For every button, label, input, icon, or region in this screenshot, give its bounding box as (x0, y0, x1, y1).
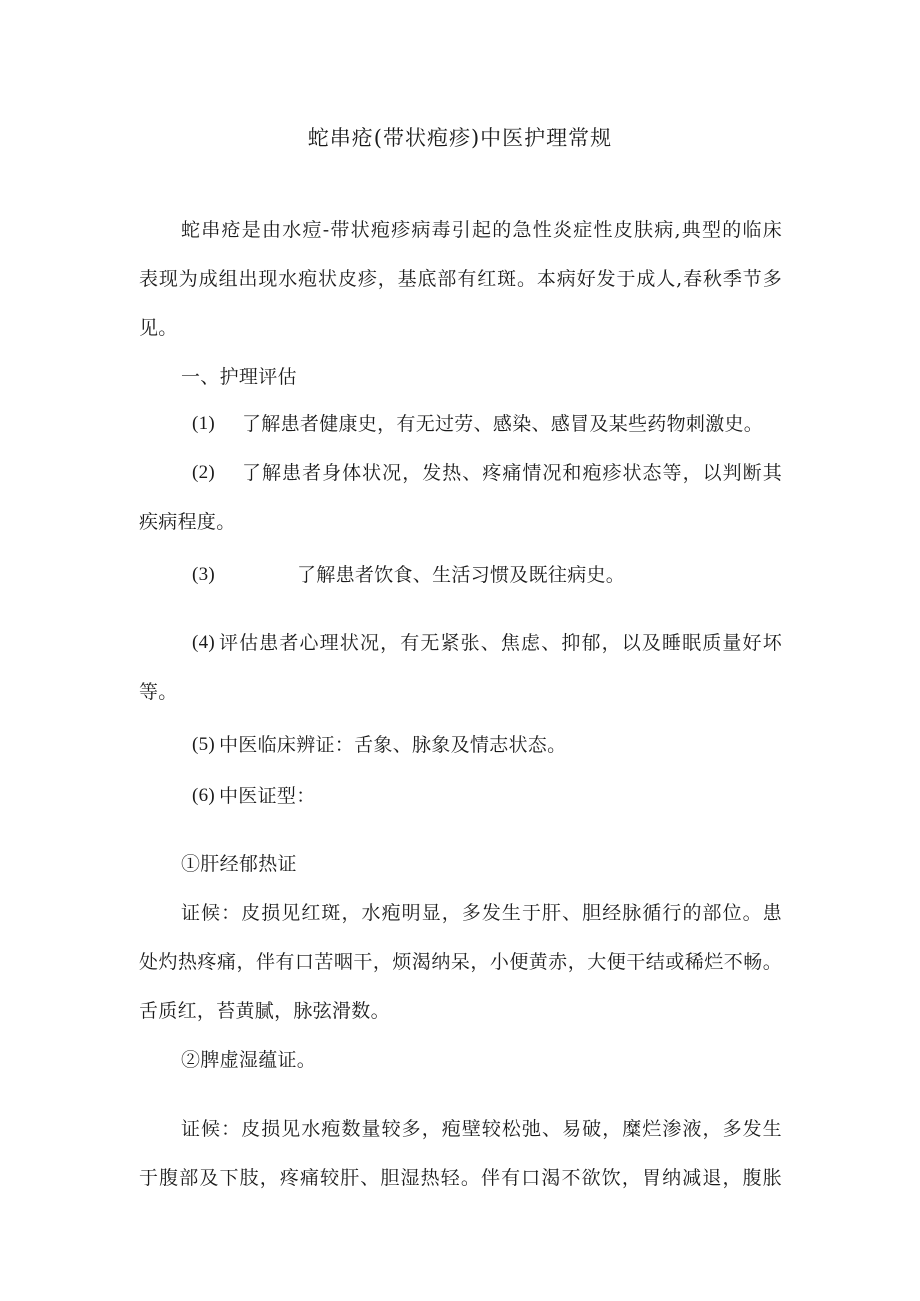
item-number: (3) (192, 564, 216, 585)
syndrome-title: ①肝经郁热证 (181, 853, 297, 875)
syndrome-line-3: 舌质红，苔黄腻，脉弦滑数。 (139, 1000, 390, 1022)
item-number: (1) (192, 413, 216, 434)
intro-line-3: 见。 (139, 317, 178, 339)
item-number: (4) (192, 632, 216, 653)
syndrome-line-2: 于腹部及下肢，疼痛较肝、胆湿热轻。伴有口渴不欲饮，胃纳减退，腹胀 (139, 1167, 782, 1189)
intro-line-2: 表现为成组出现水疱状皮疹，基底部有红斑。本病好发于成人,春秋季节多 (139, 268, 782, 290)
section-heading-assessment: 一、护理评估 (181, 366, 297, 388)
item-text: 中医证型： (219, 785, 316, 807)
item-number: (6) (192, 785, 216, 806)
item-number: (2) (192, 462, 216, 483)
item-text: 了解患者身体状况，发热、疼痛情况和疱疹状态等，以判断其 (242, 462, 782, 484)
syndrome-line-1: 证候：皮损见水疱数量较多，疱壁较松弛、易破，糜烂渗液，多发生 (181, 1118, 782, 1140)
item-text: 中医临床辨证：舌象、脉象及情志状态。 (219, 734, 567, 756)
item-text: 评估患者心理状况，有无紧张、焦虑、抑郁，以及睡眠质量好坏 (219, 632, 782, 654)
syndrome-line-1: 证候：皮损见红斑，水疱明显，多发生于肝、胆经脉循行的部位。患 (181, 902, 782, 924)
item-number: (5) (192, 734, 216, 755)
intro-line-1: 蛇串疮是由水痘-带状疱疹病毒引起的急性炎症性皮肤病,典型的临床 (181, 219, 782, 241)
syndrome-line-2: 处灼热疼痛，伴有口苦咽干，烦渴纳呆，小便黄赤，大便干结或稀烂不畅。 (139, 951, 782, 973)
item-text-continued: 等。 (139, 681, 178, 703)
page-title: 蛇串疮(带状疱疹)中医护理常规 (307, 126, 613, 150)
item-text: 了解患者健康史，有无过劳、感染、感冒及某些药物刺激史。 (242, 413, 764, 435)
item-text: 了解患者饮食、生活习惯及既往病史。 (297, 564, 626, 586)
syndrome-title: ②脾虚湿蕴证。 (181, 1049, 317, 1071)
item-text-continued: 疾病程度。 (139, 511, 236, 533)
